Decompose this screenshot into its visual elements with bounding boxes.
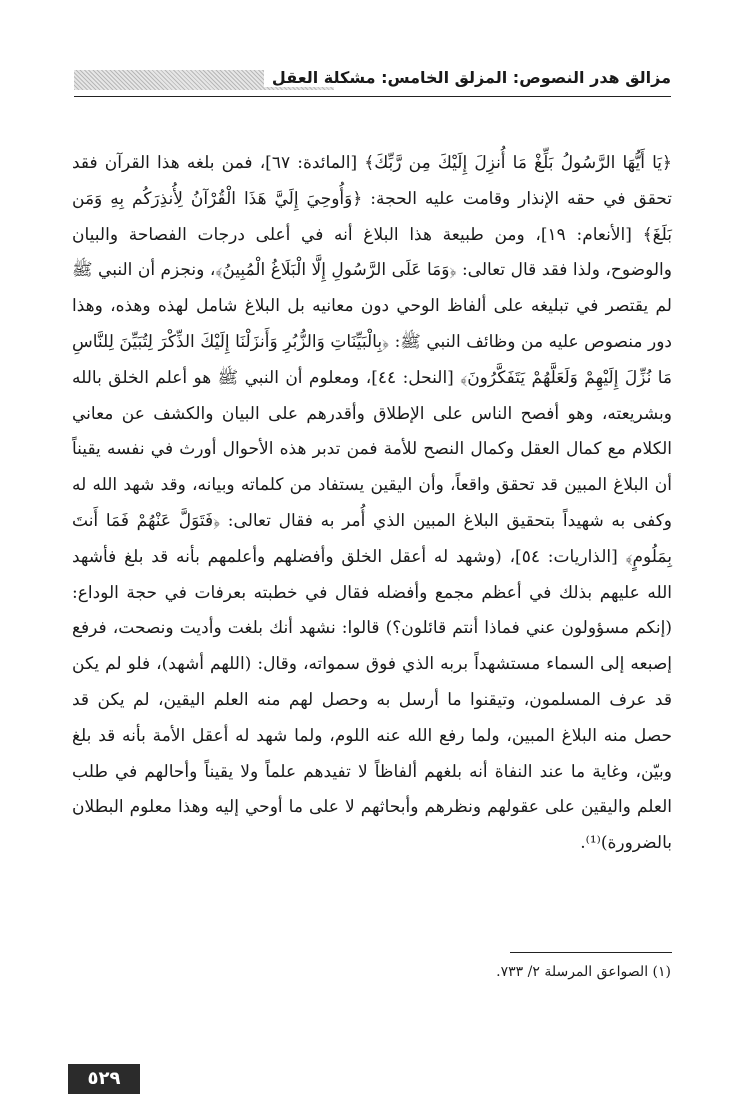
page-number: ٥٢٩ <box>68 1064 140 1094</box>
footnote: (١) الصواعق المرسلة ٢/ ٧٣٣. <box>496 964 671 980</box>
main-text <box>72 146 672 862</box>
header-rule <box>74 96 671 97</box>
header-title: مزالق هدر النصوص: المزلق الخامس: مشكلة العقل <box>264 68 671 87</box>
footnote-separator <box>510 952 672 953</box>
body-paragraph: ﴿يَا أَيُّهَا الرَّسُولُ بَلِّغْ مَا أُنزِلَ إِلَيْكَ مِن رَّبِّكَ﴾ [المائدة: ٦٧]، فمن بلغه هذا القرآن فقد تحقق في حقه الإنذار وقامت عليه الحجة: ﴿وَأُوحِيَ إِلَيَّ هَذَا الْقُرْآنُ لِأُنذِرَكُم بِهِ وَمَن بَلَغَ﴾ [الأنعام: ١٩]، ومن طبيعة هذا البلاغ أنه في أعلى درجات الفصاحة والبيان والوضوح، ولذا فقد قال تعالى: ﴿وَمَا عَلَى الرَّسُولِ إِلَّا الْبَلَاغُ الْمُبِينُ﴾، ونجزم أن النبي ﷺ لم يقتصر في تبليغه على ألفاظ الوحي دون معانيه بل البلاغ شامل لهذه وهذه، وهذا دور منصوص عليه من وظائف النبي ﷺ: ﴿بِالْبَيِّنَاتِ وَالزُّبُرِ وَأَنزَلْنَا إِلَيْكَ الذِّكْرَ لِتُبَيِّنَ لِلنَّاسِ مَا نُزِّلَ إِلَيْهِمْ وَلَعَلَّهُمْ يَتَفَكَّرُونَ﴾ [النحل: ٤٤]، ومعلوم أن النبي ﷺ هو أعلم الخلق بالله وبشريعته، وهو أفصح الناس على الإطلاق وأقدرهم على البيان والكشف عن معاني الكلام مع كمال العقل وكمال النصح للأمة فمن تدبر هذه الأحوال أورث في نفسه يقيناً أن البلاغ المبين قد تحقق واقعاً، وأن اليقين يستفاد من كلماته وبيانه، وقد شهد الله له وكفى به شهيداً بتحقيق البلاغ المبين الذي أُمر به فقال تعالى: ﴿فَتَوَلَّ عَنْهُمْ فَمَا أَنتَ بِمَلُومٍ﴾ [الذاريات: ٥٤]، (وشهد له أعقل الخلق وأفضلهم وأعلمهم بأنه قد بلغ فأشهد الله عليهم بذلك في أعظم مجمع وأفضله فقال في خطبته بعرفات في حجة الوداع: (إنكم مسؤولون عني فماذا أنتم قائلون؟) قالوا: نشهد أنك بلغت وأديت ونصحت، فرفع إصبعه إلى السماء مستشهداً بربه الذي فوق سمواته، وقال: (اللهم أشهد)، فلو لم يكن قد عرف المسلمون، وتيقنوا ما أرسل به وحصل لهم منه العلم اليقين، لم يكن قد حصل منه البلاغ المبين، ولما رفع الله عنه اللوم، ولما شهد له أعقل الأمة بأنه قد بلغ وبيّن، وغاية ما عند النفاة أنه بلغهم ألفاظاً لا تفيدهم علماً ولا يقيناً وأحالهم في طلب العلم واليقين على عقولهم ونظرهم وأبحاثهم لا على ما أوحي إليه وهذا معلوم البطلان بالضرورة)⁽¹⁾. <box>72 153 673 854</box>
running-header <box>74 66 671 96</box>
